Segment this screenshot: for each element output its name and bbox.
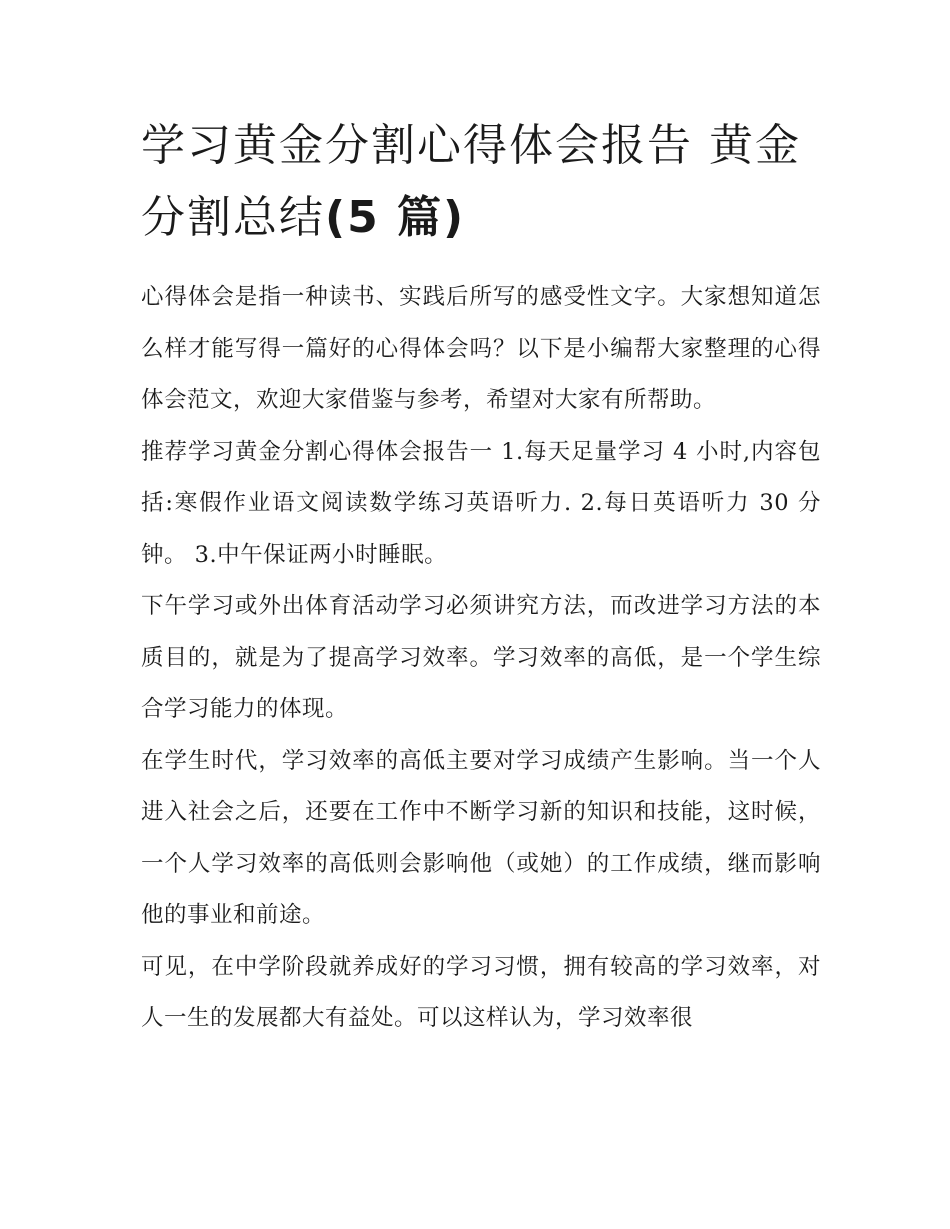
document-title-count: (5 篇)	[325, 192, 466, 243]
document-title	[141, 110, 821, 254]
paragraph-intro: 心得体会是指一种读书、实践后所写的感受性文字。大家想知道怎么样才能写得一篇好的心得体会吗？以下是小编帮大家整理的心得体会范文，欢迎大家借鉴与参考，希望对大家有所帮助。	[141, 284, 821, 413]
paragraph-method: 下午学习或外出体育活动学习必须讲究方法，而改进学习方法的本质目的，就是为了提高学习效率。学习效率的高低，是一个学生综合学习能力的体现。	[141, 593, 821, 722]
paragraph-efficiency: 在学生时代，学习效率的高低主要对学习成绩产生影响。当一个人进入社会之后，还要在工作中不断学习新的知识和技能，这时候，一个人学习效率的高低则会影响他（或她）的工作成绩，继而影响他的事业和前途。	[141, 747, 821, 928]
paragraph-conclusion: 可见，在中学阶段就养成好的学习习惯，拥有较高的学习效率，对人一生的发展都大有益处。可以这样认为，学习效率很	[141, 953, 821, 1031]
document-title-text: 学习黄金分割心得体会报告 黄金分割总结	[141, 120, 801, 243]
document-page	[141, 110, 821, 1045]
paragraph-recommendation: 推荐学习黄金分割心得体会报告一 1.每天足量学习 4 小时,内容包括:寒假作业语文阅读数学练习英语听力. 2.每日英语听力 30 分钟。 3.中午保证两小时睡眠。	[141, 438, 821, 568]
